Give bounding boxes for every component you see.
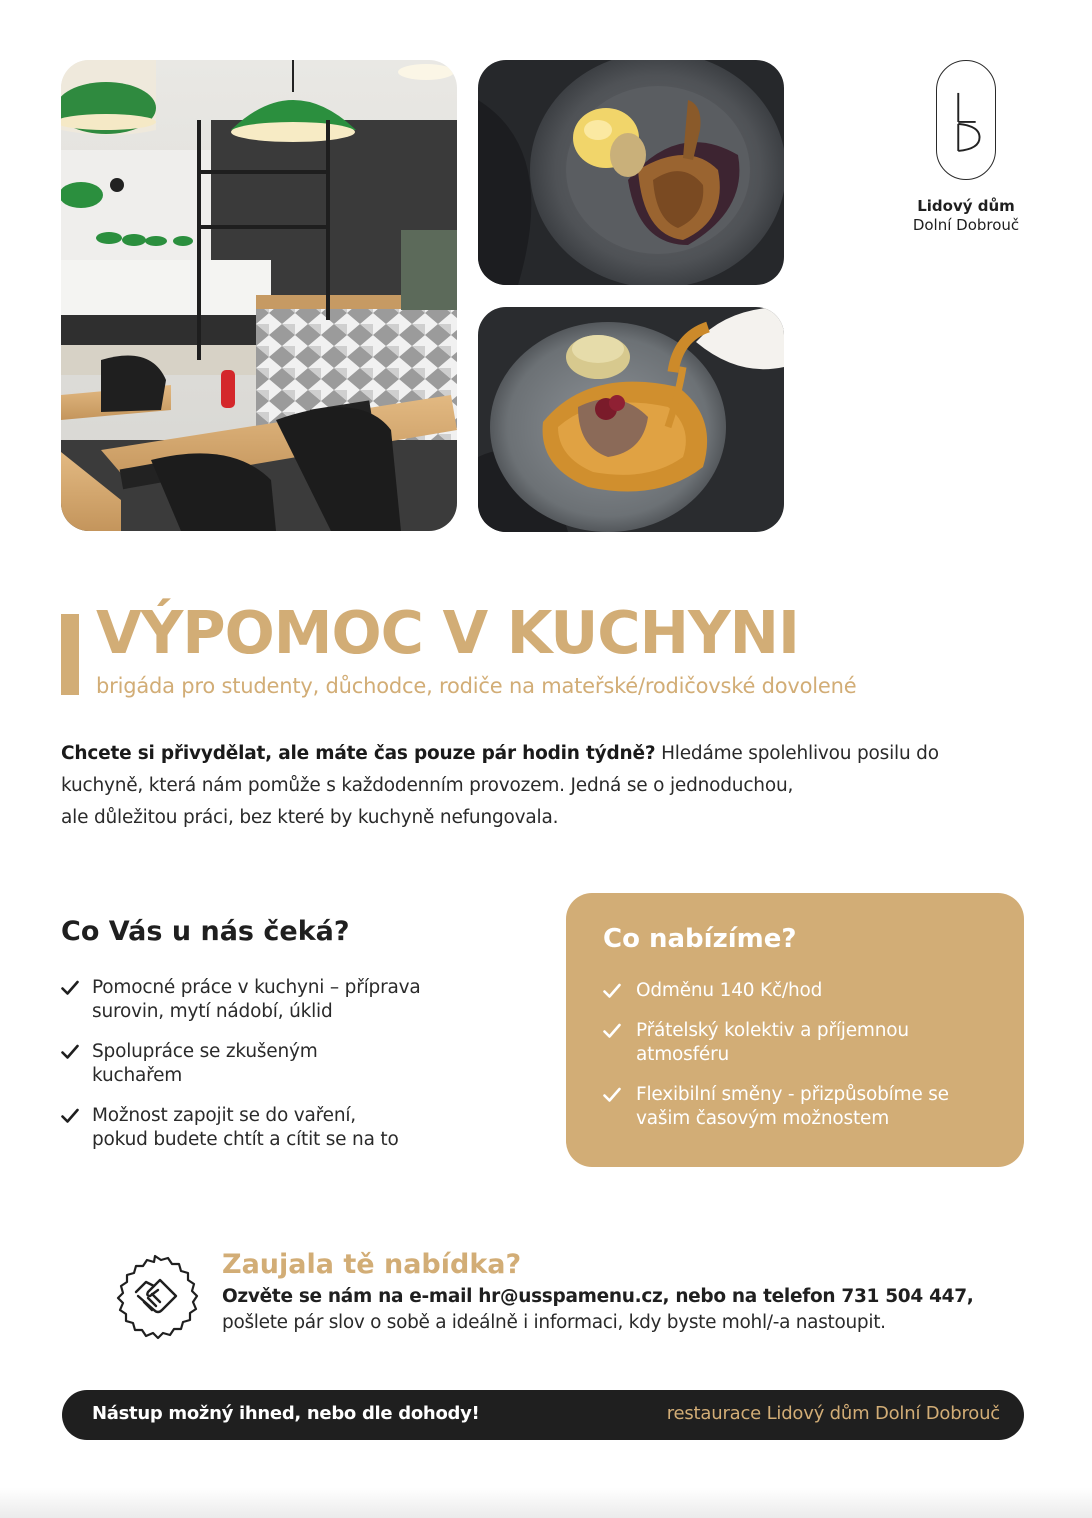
list-item-text: atmosféru — [636, 1044, 729, 1065]
intro-question: Chcete si přivydělat, ale máte čas pouze pár hodin týdně? — [61, 743, 656, 764]
expect-title: Co Vás u nás čeká? — [61, 916, 350, 947]
offer-title: Co nabízíme? — [603, 924, 797, 954]
logo-monogram — [936, 60, 996, 180]
list-item-text: Spolupráce se zkušeným — [92, 1041, 318, 1062]
title-accent-bar — [61, 614, 79, 695]
footer-restaurant-name: restaurace Lidový dům Dolní Dobrouč — [666, 1403, 1000, 1424]
page-subtitle: brigáda pro studenty, důchodce, rodiče na mateřské/rodičovské dovolené — [96, 674, 857, 698]
contact-title: Zaujala tě nabídka? — [222, 1249, 522, 1280]
page-bottom-edge — [0, 1488, 1092, 1518]
list-item — [603, 1019, 1003, 1067]
page-title: VÝPOMOC V KUCHYNI — [96, 598, 800, 667]
checkmark-icon — [603, 1087, 621, 1103]
contact-instructions: pošlete pár slov o sobě a ideálně i informaci, kdy byste mohl/-a nastoupit. — [222, 1312, 886, 1333]
expect-list — [61, 976, 501, 1168]
list-item-text: Odměnu 140 Kč/hod — [636, 980, 823, 1001]
list-item-text: Možnost zapojit se do vaření, — [92, 1105, 356, 1126]
checkmark-icon — [603, 983, 621, 999]
restaurant-interior-photo — [61, 60, 457, 531]
list-item — [603, 1083, 1003, 1131]
list-item-text: kuchařem — [92, 1065, 183, 1086]
list-item-text: Flexibilní směny - přizpůsobíme se — [636, 1084, 949, 1105]
list-item-text: Pomocné práce v kuchyni – příprava — [92, 977, 421, 998]
logo-place: Dolní Dobrouč — [912, 216, 1020, 234]
list-item-text: vašim časovým možnostem — [636, 1108, 890, 1129]
checkmark-icon — [61, 1108, 79, 1124]
list-item — [61, 976, 501, 1024]
list-item — [61, 1040, 501, 1088]
offer-list — [603, 979, 1003, 1147]
roast-duck-dish-photo — [478, 60, 784, 285]
intro-text: Hledáme spolehlivou posilu do — [655, 743, 939, 764]
list-item-text: pokud budete chtít a cítit se na to — [92, 1129, 399, 1150]
checkmark-icon — [61, 1044, 79, 1060]
footer-start-note: Nástup možný ihned, nebo dle dohody! — [92, 1403, 480, 1424]
handshake-icon — [108, 1250, 202, 1344]
list-item-text: surovin, mytí nádobí, úklid — [92, 1001, 333, 1022]
list-item — [603, 979, 1003, 1003]
list-item — [61, 1104, 501, 1152]
intro-paragraph — [61, 738, 1021, 834]
sirloin-in-cream-sauce-photo — [478, 307, 784, 532]
checkmark-icon — [603, 1023, 621, 1039]
contact-details: Ozvěte se nám na e-mail hr@usspamenu.cz, nebo na telefon 731 504 447, — [222, 1286, 974, 1307]
logo-name: Lidový dům — [917, 197, 1015, 215]
intro-text: ale důležitou práci, bez které by kuchyně nefungovala. — [61, 807, 559, 828]
checkmark-icon — [61, 980, 79, 996]
intro-text: kuchyně, která nám pomůže s každodenním provozem. Jedná se o jednoduchou, — [61, 775, 794, 796]
list-item-text: Přátelský kolektiv a příjemnou — [636, 1020, 909, 1041]
